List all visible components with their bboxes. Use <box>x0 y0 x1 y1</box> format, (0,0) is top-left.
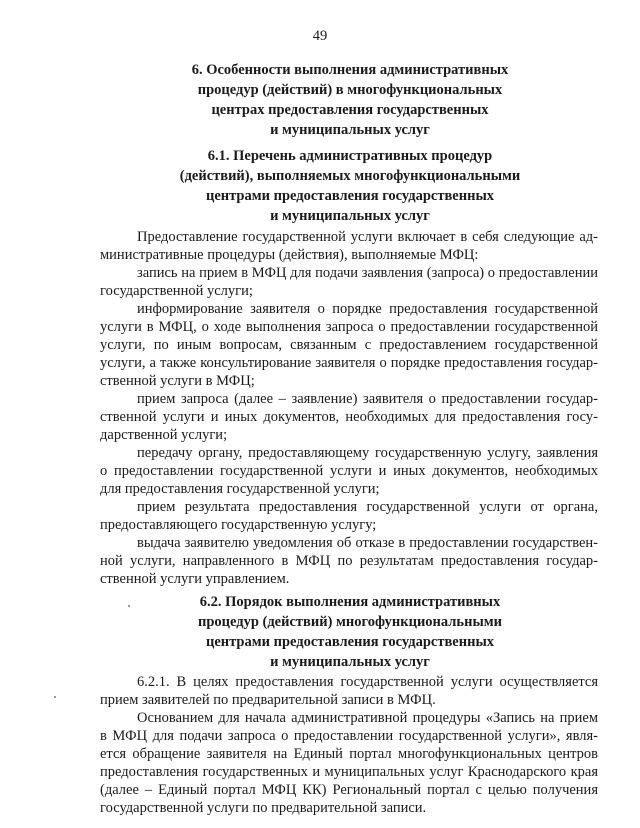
text-line: ственной услуги управлением. <box>100 571 290 587</box>
text-line: ной услуги, направленного в МФЦ по результатам предоставления государ- <box>100 553 598 569</box>
text-line: предоставления государственных и муниципальных услуг Краснодарского края <box>100 764 598 780</box>
text-line: о предоставлении государственной услуги и иных документов, необходимых <box>100 463 598 479</box>
text-line: (далее – Единый портал МФЦ КК) Региональный портал с целью получения <box>100 782 598 798</box>
heading-line: центрами предоставления государственных <box>205 188 495 204</box>
text-line: Основанием для начала административной процедуры «Запись на прием <box>137 710 598 726</box>
text-line: запись на прием в МФЦ для подачи заявления (запроса) о предоставлении <box>137 265 598 281</box>
text-line: государственной услуги; <box>100 283 253 299</box>
heading-line: и муниципальных услуг <box>270 654 430 670</box>
heading-line: (действий), выполняемых многофункциональными <box>179 168 521 184</box>
text-line: государственной услуги по предварительной записи. <box>100 800 427 816</box>
text-line: информирование заявителя о порядке предоставления государственной <box>137 301 598 317</box>
section-6-1-heading <box>100 146 600 226</box>
text-line: прием заявителей по предварительной записи в МФЦ. <box>100 692 436 708</box>
scan-speck <box>128 605 130 607</box>
section-6-heading <box>100 60 600 140</box>
heading-line: процедур (действий) многофункциональными <box>197 614 503 630</box>
heading-line: центрах предоставления государственных <box>211 102 489 118</box>
heading-line: и муниципальных услуг <box>270 208 430 224</box>
text-line: министративные процедуры (действия), выполняемые МФЦ: <box>100 247 479 263</box>
heading-line: и муниципальных услуг <box>270 122 430 138</box>
text-line: услуги, по иным вопросам, связанным с предоставлением государственной <box>100 337 598 353</box>
text-line: ственной услуги и иных документов, необходимых для предоставления госу- <box>100 409 598 425</box>
text-line: в МФЦ для подачи запроса о предоставлении государственной услуги», явля- <box>100 728 598 744</box>
text-line: выдача заявителю уведомления об отказе в предоставлении государствен- <box>137 535 598 551</box>
text-line: ется обращение заявителя на Единый портал многофункциональных центров <box>100 746 598 762</box>
text-line: передачу органу, предоставляющему государственную услугу, заявления <box>137 445 598 461</box>
text-line: прием запроса (далее – заявление) заявителя о предоставлении государ- <box>137 391 598 407</box>
text-line: 6.2.1. В целях предоставления государственной услуги осуществляется <box>137 674 598 690</box>
section-6-2-heading <box>100 592 600 672</box>
heading-line: центрами предоставления государственных <box>205 634 495 650</box>
text-line: дарственной услуги; <box>100 427 228 443</box>
text-line: для предоставления государственной услуги; <box>100 481 380 497</box>
heading-line: 6.2. Порядок выполнения административных <box>199 594 501 610</box>
heading-line: процедур (действий) в многофункциональных <box>197 82 503 98</box>
text-line: ственной услуги в МФЦ; <box>100 373 255 389</box>
text-line: Предоставление государственной услуги включает в себя следующие ад- <box>137 229 598 245</box>
text-line: предоставляющего государственную услугу; <box>100 517 377 533</box>
text-line: услуги в МФЦ, о ходе выполнения запроса о предоставлении государственной <box>100 319 598 335</box>
scan-speck <box>54 696 56 698</box>
heading-line: 6. Особенности выполнения административных <box>191 62 509 78</box>
heading-line: 6.1. Перечень административных процедур <box>207 148 493 164</box>
page-number: 49 <box>312 28 328 44</box>
text-line: прием результата предоставления государственной услуги от органа, <box>137 499 598 515</box>
text-line: услуги, а также консультирование заявителя о порядке предоставления государ- <box>100 355 598 371</box>
